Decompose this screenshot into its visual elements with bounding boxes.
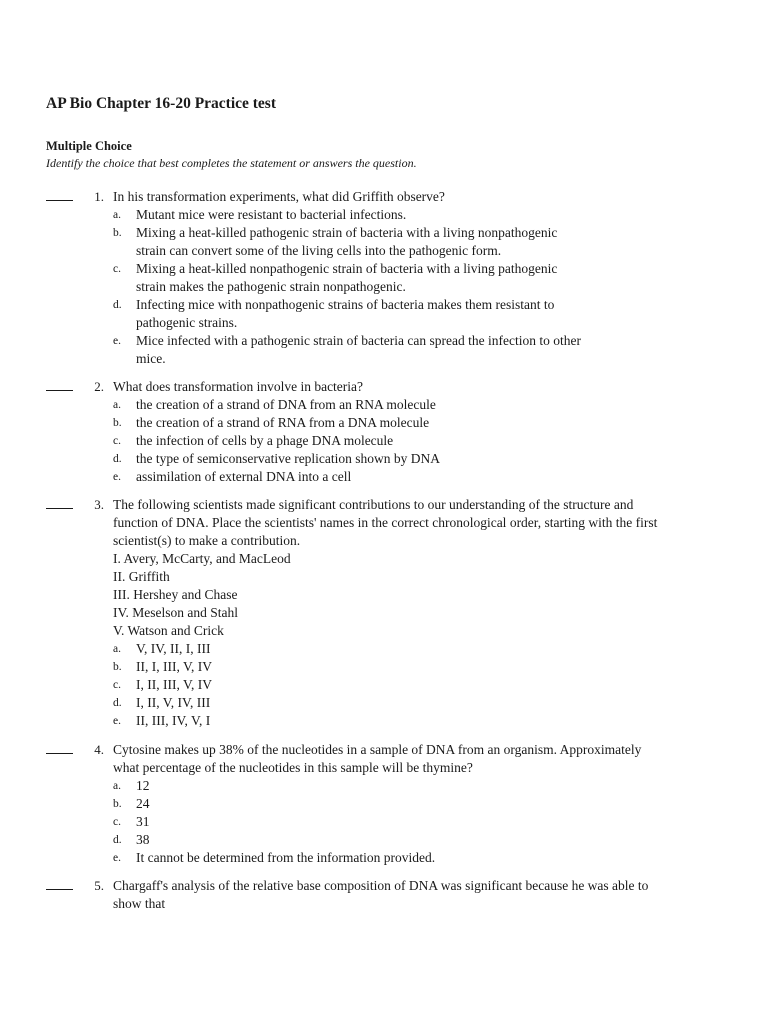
choice-text [136, 468, 733, 486]
question-text [113, 496, 733, 640]
question-text-line: Chargaff's analysis of the relative base composition of DNA was significant because he was able to [113, 878, 649, 893]
choice-letter: e. [113, 471, 121, 483]
choice-letter: a. [113, 399, 121, 411]
choice-text [136, 224, 733, 260]
answer-blank[interactable] [46, 753, 73, 754]
choice-text [136, 813, 733, 831]
choice-letter: d. [113, 453, 122, 465]
choice-letter: c. [113, 263, 121, 275]
choice-text-line: the type of semiconservative replication shown by DNA [136, 451, 441, 466]
choice-letter: a. [113, 643, 121, 655]
choice-letter: c. [113, 679, 121, 691]
choice-text-line: II, I, III, V, IV [136, 659, 212, 674]
question-text [113, 378, 733, 396]
choice-text [136, 396, 733, 414]
choice-text-line: 24 [136, 796, 150, 811]
answer-choice[interactable] [113, 468, 733, 486]
choice-letter: d. [113, 697, 122, 709]
choice-text [136, 712, 733, 730]
choice-text [136, 414, 733, 432]
choice-text [136, 206, 733, 224]
question-number: 3. [94, 497, 104, 512]
answer-blank[interactable] [46, 200, 73, 201]
question-text-line: III. Hershey and Chase [113, 587, 238, 602]
question-number: 5. [94, 878, 104, 893]
section-heading: Multiple Choice [46, 139, 132, 153]
choice-letter: c. [113, 435, 121, 447]
choice-text-line: V, IV, II, I, III [136, 641, 211, 656]
choice-letter: b. [113, 798, 122, 810]
answer-choice[interactable] [113, 432, 733, 450]
choice-text-line: assimilation of external DNA into a cell [136, 469, 352, 484]
answer-choices [113, 396, 733, 486]
answer-choice[interactable] [113, 260, 733, 296]
question-text [113, 741, 733, 777]
choice-letter: c. [113, 816, 121, 828]
choice-text [136, 432, 733, 450]
choice-text [136, 450, 733, 468]
question-number: 4. [94, 742, 104, 757]
choice-letter: b. [113, 661, 122, 673]
choice-text [136, 777, 733, 795]
choice-text [136, 260, 733, 296]
choice-text-line: the creation of a strand of RNA from a DNA molecule [136, 415, 430, 430]
answer-choice[interactable] [113, 658, 733, 676]
answer-choice[interactable] [113, 694, 733, 712]
question-text-line: IV. Meselson and Stahl [113, 605, 238, 620]
choice-text-line: Mutant mice were resistant to bacterial infections. [136, 207, 407, 222]
choice-text-line: the infection of cells by a phage DNA molecule [136, 433, 394, 448]
question-text-line: In his transformation experiments, what did Griffith observe? [113, 189, 445, 204]
choice-text-line: strain can convert some of the living cells into the pathogenic form. [136, 243, 502, 258]
choice-text [136, 849, 733, 867]
question-text [113, 877, 733, 913]
question-text-line: What does transformation involve in bacteria? [113, 379, 364, 394]
answer-choice[interactable] [113, 777, 733, 795]
answer-choice[interactable] [113, 831, 733, 849]
answer-choice[interactable] [113, 813, 733, 831]
answer-choice[interactable] [113, 396, 733, 414]
question-number: 1. [94, 189, 104, 204]
choice-text-line: I, II, III, V, IV [136, 677, 212, 692]
answer-choices [113, 206, 733, 368]
choice-text-line: mice. [136, 351, 166, 366]
answer-choice[interactable] [113, 206, 733, 224]
choice-letter: b. [113, 227, 122, 239]
answer-choices [113, 640, 733, 730]
question-text-line: Cytosine makes up 38% of the nucleotides in a sample of DNA from an organism. Approximately [113, 742, 642, 757]
answer-choices [113, 777, 733, 867]
choice-letter: e. [113, 715, 121, 727]
question-text-line: scientist(s) to make a contribution. [113, 533, 301, 548]
answer-choice[interactable] [113, 224, 733, 260]
answer-choice[interactable] [113, 450, 733, 468]
choice-text [136, 795, 733, 813]
choice-text [136, 332, 733, 368]
page-title: AP Bio Chapter 16-20 Practice test [46, 95, 277, 112]
choice-text-line: It cannot be determined from the information provided. [136, 850, 436, 865]
choice-text-line: 38 [136, 832, 150, 847]
answer-choice[interactable] [113, 640, 733, 658]
answer-choice[interactable] [113, 712, 733, 730]
choice-text-line: Mice infected with a pathogenic strain of bacteria can spread the infection to other [136, 333, 581, 348]
answer-blank[interactable] [46, 889, 73, 890]
choice-text [136, 831, 733, 849]
choice-text-line: II, III, IV, V, I [136, 713, 211, 728]
choice-text [136, 676, 733, 694]
question-text-line: The following scientists made significant contributions to our understanding of the structure and [113, 497, 634, 512]
answer-choice[interactable] [113, 414, 733, 432]
choice-text-line: the creation of a strand of DNA from an RNA molecule [136, 397, 436, 412]
answer-blank[interactable] [46, 390, 73, 391]
question-text-line: V. Watson and Crick [113, 623, 224, 638]
choice-text-line: strain makes the pathogenic strain nonpathogenic. [136, 279, 406, 294]
answer-choice[interactable] [113, 296, 733, 332]
question-text-line: what percentage of the nucleotides in this sample will be thymine? [113, 760, 473, 775]
question-number: 2. [94, 379, 104, 394]
choice-letter: d. [113, 834, 122, 846]
choice-letter: e. [113, 335, 121, 347]
choice-letter: e. [113, 852, 121, 864]
choice-letter: a. [113, 780, 121, 792]
choice-letter: a. [113, 209, 121, 221]
answer-choice[interactable] [113, 849, 733, 867]
answer-blank[interactable] [46, 508, 73, 509]
choice-text [136, 640, 733, 658]
choice-letter: d. [113, 299, 122, 311]
question-text-line: function of DNA. Place the scientists' names in the correct chronological order, starting with the first [113, 515, 658, 530]
choice-text-line: I, II, V, IV, III [136, 695, 211, 710]
answer-choice[interactable] [113, 795, 733, 813]
answer-choice[interactable] [113, 332, 733, 368]
answer-choice[interactable] [113, 676, 733, 694]
choice-text-line: 31 [136, 814, 150, 829]
choice-text [136, 296, 733, 332]
choice-text-line: Mixing a heat-killed pathogenic strain of bacteria with a living nonpathogenic [136, 225, 558, 240]
choice-text [136, 658, 733, 676]
choice-text-line: pathogenic strains. [136, 315, 238, 330]
choice-text-line: Mixing a heat-killed nonpathogenic strain of bacteria with a living pathogenic [136, 261, 558, 276]
question-text-line: show that [113, 896, 166, 911]
question-text [113, 188, 733, 206]
question-text-line: II. Griffith [113, 569, 170, 584]
choice-text-line: 12 [136, 778, 150, 793]
section-instruction: Identify the choice that best completes the statement or answers the question. [46, 156, 417, 170]
choice-text-line: Infecting mice with nonpathogenic strains of bacteria makes them resistant to [136, 297, 555, 312]
question-text-line: I. Avery, McCarty, and MacLeod [113, 551, 291, 566]
choice-text [136, 694, 733, 712]
choice-letter: b. [113, 417, 122, 429]
